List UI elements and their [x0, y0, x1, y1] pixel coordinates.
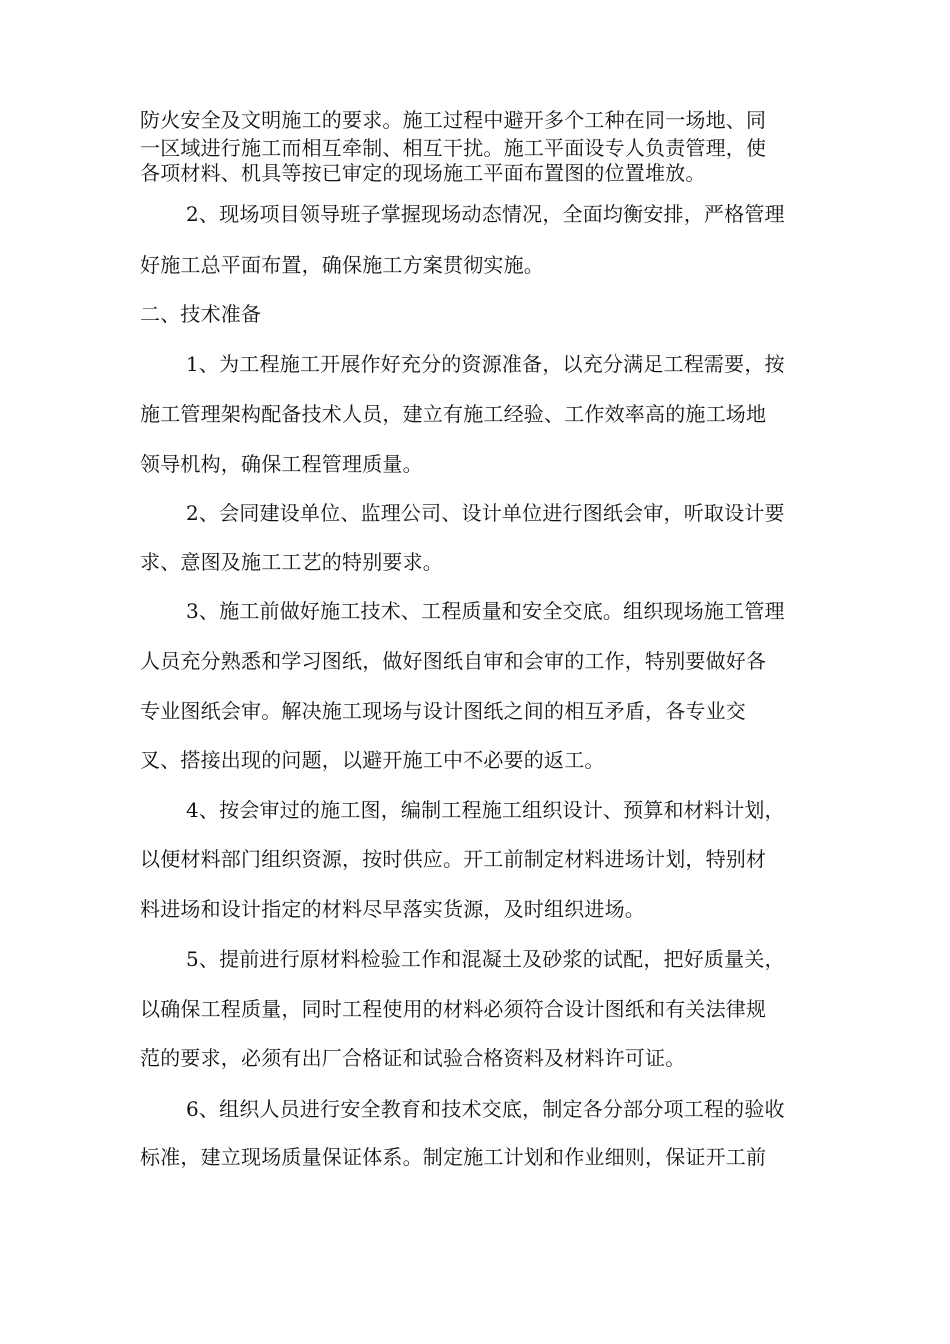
text-line: 求、意图及施工工艺的特别要求。: [140, 550, 443, 574]
text-line: 人员充分熟悉和学习图纸，做好图纸自审和会审的工作，特别要做好各: [140, 649, 767, 673]
text-line: 施工管理架构配备技术人员，建立有施工经验、工作效率高的施工场地: [140, 402, 767, 426]
section-heading: 二、技术准备: [140, 302, 262, 326]
paragraph-first-line: 2、现场项目领导班子掌握现场动态情况，全面均衡安排，严格管理: [186, 202, 785, 226]
text-line: 以便材料部门组织资源，按时供应。开工前制定材料进场计划，特别材: [140, 847, 767, 871]
text-line: 料进场和设计指定的材料尽早落实货源，及时组织进场。: [140, 897, 645, 921]
text-line: 各项材料、机具等按已审定的现场施工平面布置图的位置堆放。: [140, 161, 706, 185]
text-line: 标准，建立现场质量保证体系。制定施工计划和作业细则，保证开工前: [140, 1145, 767, 1169]
text-line: 叉、搭接出现的问题，以避开施工中不必要的返工。: [140, 748, 605, 772]
paragraph-first-line: 5、提前进行原材料检验工作和混凝土及砂浆的试配，把好质量关，: [186, 947, 785, 971]
text-line: 专业图纸会审。解决施工现场与设计图纸之间的相互矛盾，各专业交: [140, 699, 746, 723]
paragraph-first-line: 4、按会审过的施工图，编制工程施工组织设计、预算和材料计划，: [186, 798, 785, 822]
text-line: 领导机构，确保工程管理质量。: [140, 452, 423, 476]
paragraph-first-line: 2、会同建设单位、监理公司、设计单位进行图纸会审，听取设计要: [186, 501, 785, 525]
text-line: 以确保工程质量，同时工程使用的材料必须符合设计图纸和有关法律规: [140, 997, 767, 1021]
text-line: 范的要求，必须有出厂合格证和试验合格资料及材料许可证。: [140, 1046, 686, 1070]
paragraph-first-line: 6、组织人员进行安全教育和技术交底，制定各分部分项工程的验收: [186, 1097, 785, 1121]
paragraph-first-line: 3、施工前做好施工技术、工程质量和安全交底。组织现场施工管理: [186, 599, 785, 623]
paragraph-first-line: 1、为工程施工开展作好充分的资源准备，以充分满足工程需要，按: [186, 352, 785, 376]
text-line: 一区域进行施工而相互牵制、相互干扰。施工平面设专人负责管理，使: [140, 136, 767, 160]
text-line: 好施工总平面布置，确保施工方案贯彻实施。: [140, 253, 544, 277]
text-line: 防火安全及文明施工的要求。施工过程中避开多个工种在同一场地、同: [140, 108, 767, 132]
